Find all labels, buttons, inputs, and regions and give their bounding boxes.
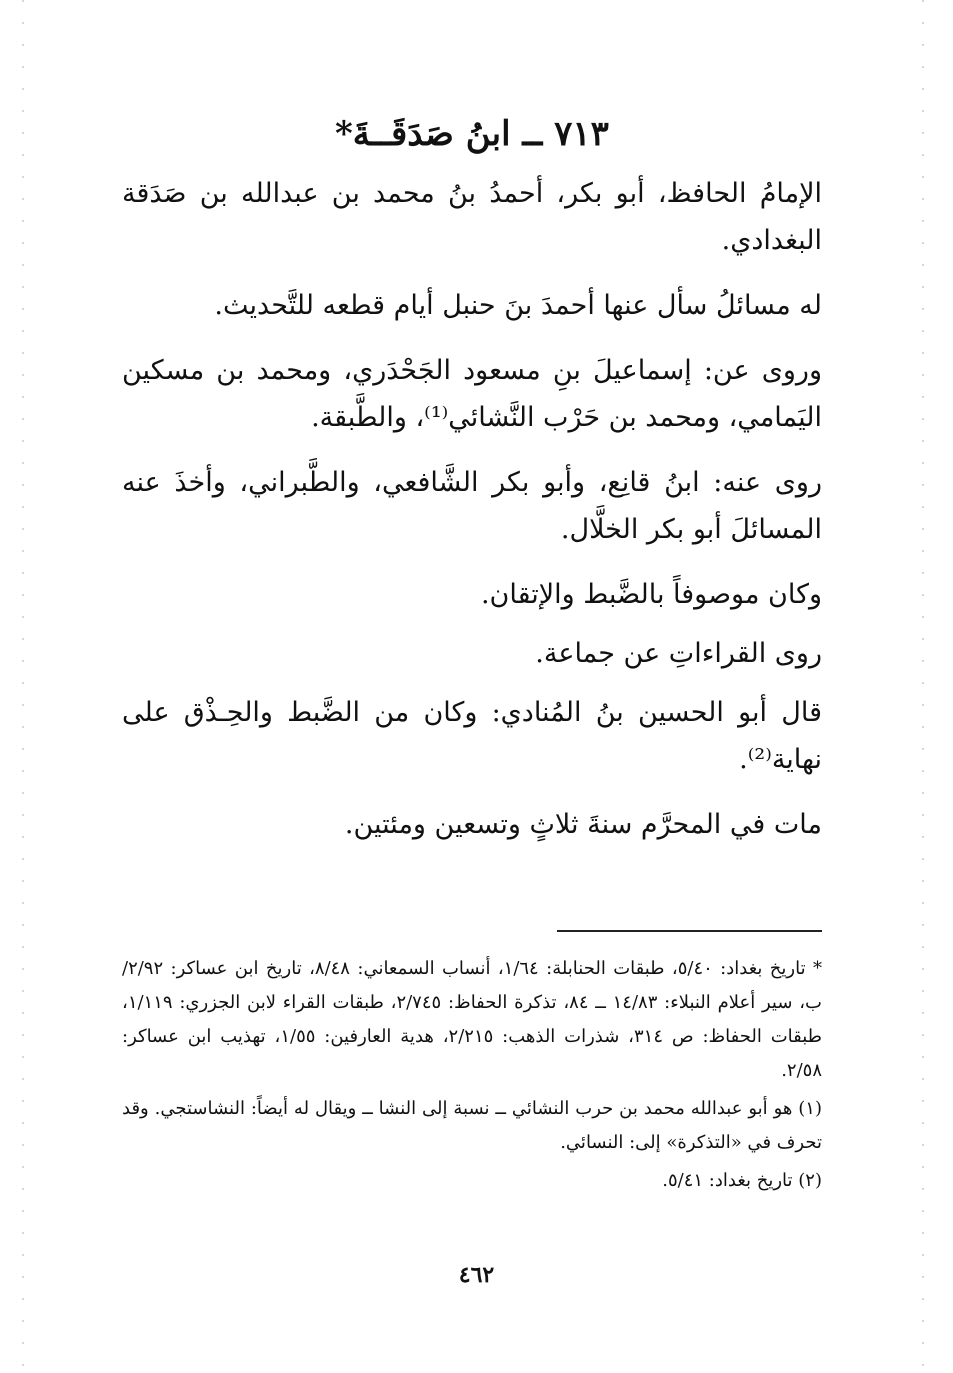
entry-title: ٧١٣ ــ ابنُ صَدَقَــةَ* bbox=[335, 114, 609, 154]
paragraph-teachers: وروى عن: إسماعيلَ بنِ مسعود الجَحْدَري، ومحمد بن مسكين اليَمامي، ومحمد بن حَرْب النَّشائي⁽¹⁾، والطَّبقة. bbox=[122, 355, 822, 433]
main-text bbox=[122, 112, 822, 866]
scan-margin-dots-right bbox=[922, 0, 924, 1373]
footnote-separator-line bbox=[557, 930, 822, 932]
footnote-separator bbox=[122, 930, 822, 934]
paragraph-masail: له مسائلُ سأل عنها أحمدَ بنَ حنبل أيام قطعه للتَّحديث. bbox=[214, 290, 822, 321]
paragraph-name: الإمامُ الحافظ، أبو بكر، أحمدُ بنُ محمد بن عبدالله بن صَدَقة البغدادي. bbox=[122, 178, 822, 256]
footnote-1: (١) هو أبو عبدالله محمد بن حرب النشائي ــ نسبة إلى النشا ــ ويقال له أيضاً: النشاستجي. وقد تحرف في «التذكرة» إلى: النسائي. bbox=[122, 1098, 822, 1153]
footnote-2: (٢) تاريخ بغداد: ٥/٤١. bbox=[662, 1170, 822, 1191]
paragraph-quote: قال أبو الحسين بنُ المُنادي: وكان من الضَّبط والحِـذْق على نهاية⁽²⁾. bbox=[122, 697, 822, 775]
scan-margin-dots-left bbox=[22, 0, 24, 1373]
page-number: ٤٦٢ bbox=[458, 1262, 495, 1288]
footnote-sources: * تاريخ بغداد: ٥/٤٠، طبقات الحنابلة: ١/٦٤، أنساب السمعاني: ٨/٤٨، تاريخ ابن عساكر: ٢/٩٢/ب، سير أعلام النبلاء: ١٤/٨٣ ــ ٨٤، تذكرة الحفاظ: ٢/٧٤٥، طبقات القراء لابن الجزري: ١/١١٩، طبقات الحفاظ: ص ٣١٤، شذرات الذهب: ٢/٢١٥، هدية العارفين: ١/٥٥، تهذيب ابن عساكر: ٢/٥٨. bbox=[122, 958, 823, 1081]
paragraph-students: روى عنه: ابنُ قانِع، وأبو بكر الشَّافعي، والطَّبراني، وأخذَ عنه المسائلَ أبو بكر الخلَّال. bbox=[122, 467, 822, 545]
paragraph-death: مات في المحرَّم سنةَ ثلاثٍ وتسعين ومئتين. bbox=[344, 809, 822, 840]
footnotes bbox=[122, 952, 822, 1202]
paragraph-precision: وكان موصوفاً بالضَّبط والإتقان. bbox=[480, 579, 822, 610]
paragraph-readings: روى القراءاتِ عن جماعة. bbox=[535, 638, 822, 669]
